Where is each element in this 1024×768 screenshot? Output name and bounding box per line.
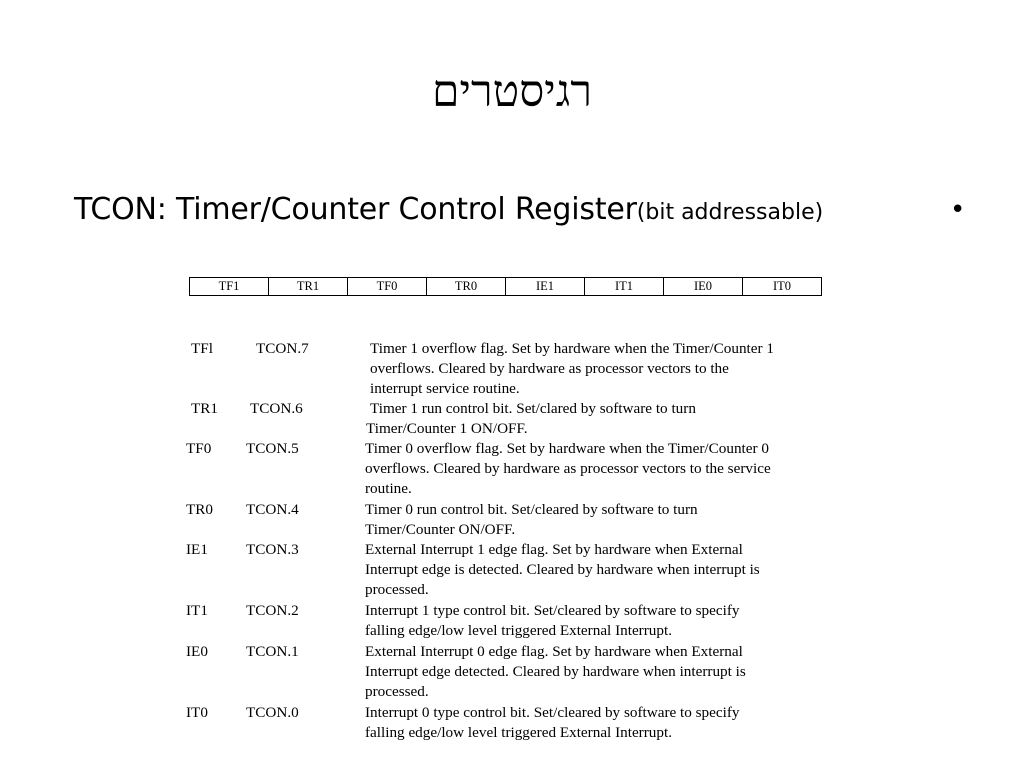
entry-description xyxy=(365,642,746,703)
description-line: processed. xyxy=(365,581,429,599)
entry-description xyxy=(365,500,698,540)
entry-register: TCON.2 xyxy=(246,602,299,619)
entry-name: TF0 xyxy=(186,440,212,457)
description-line: Interrupt edge detected. Cleared by hardware when interrupt is xyxy=(365,663,746,681)
description-line: Timer/Counter ON/OFF. xyxy=(365,521,516,539)
description-line: routine. xyxy=(365,480,412,498)
description-line: falling edge/low level triggered External Interrupt. xyxy=(365,724,673,742)
tcon-bit-table xyxy=(189,277,822,296)
description-line: External Interrupt 1 edge flag. Set by hardware when External xyxy=(365,541,743,558)
entry-register: TCON.7 xyxy=(256,340,309,357)
bit-row xyxy=(190,278,822,296)
description-line: Timer 0 run control bit. Set/cleared by software to turn xyxy=(365,501,698,518)
description-line: interrupt service routine. xyxy=(370,380,520,398)
entry-description xyxy=(365,601,740,641)
bullet-note-text: (bit addressable) xyxy=(636,200,824,225)
description-line: processed. xyxy=(365,683,429,701)
bit-cell: TF1 xyxy=(190,278,269,296)
bullet-main-text: TCON: Timer/Counter Control Register xyxy=(74,192,637,227)
bit-cell: IE0 xyxy=(664,278,743,296)
description-line: Timer 1 run control bit. Set/clared by software to turn xyxy=(370,400,696,417)
entry-description xyxy=(365,703,740,743)
entry-name: TR1 xyxy=(191,400,219,417)
description-line: Interrupt edge is detected. Cleared by hardware when interrupt is xyxy=(365,561,760,579)
entry-name: IE1 xyxy=(186,541,208,558)
description-line: overflows. Cleared by hardware as processor vectors to the service xyxy=(365,460,771,478)
entry-description xyxy=(366,399,696,439)
entry-description xyxy=(365,439,771,500)
bullet-text xyxy=(74,190,823,234)
entry-name: IE0 xyxy=(186,643,208,660)
entry-register: TCON.1 xyxy=(246,643,299,660)
description-line: External Interrupt 0 edge flag. Set by hardware when External xyxy=(365,643,743,660)
bit-cell: IT1 xyxy=(585,278,664,296)
slide-title: רגיסטרים xyxy=(432,66,592,117)
entry-name: IT0 xyxy=(186,704,208,721)
description-line: falling edge/low level triggered External Interrupt. xyxy=(365,622,673,640)
entry-name: TR0 xyxy=(186,501,214,518)
entry-name: TFl xyxy=(191,340,213,357)
description-line: Interrupt 1 type control bit. Set/cleared by software to specify xyxy=(365,602,740,619)
entry-description xyxy=(365,540,760,601)
description-line: Interrupt 0 type control bit. Set/cleared by software to specify xyxy=(365,704,740,721)
entry-register: TCON.3 xyxy=(246,541,299,558)
entry-register: TCON.4 xyxy=(246,501,299,518)
entry-description xyxy=(370,339,774,400)
bit-cell: IT0 xyxy=(743,278,822,296)
bit-cell: TR1 xyxy=(269,278,348,296)
entry-register: TCON.6 xyxy=(250,400,303,417)
bit-cell: IE1 xyxy=(506,278,585,296)
bit-cell: TF0 xyxy=(348,278,427,296)
description-line: overflows. Cleared by hardware as processor vectors to the xyxy=(370,360,729,378)
description-line: Timer 0 overflow flag. Set by hardware when the Timer/Counter 0 xyxy=(365,440,769,457)
bullet-icon: • xyxy=(950,195,966,225)
entry-register: TCON.5 xyxy=(246,440,299,457)
description-line: Timer/Counter 1 ON/OFF. xyxy=(366,420,528,438)
entry-name: IT1 xyxy=(186,602,208,619)
description-line: Timer 1 overflow flag. Set by hardware when the Timer/Counter 1 xyxy=(370,340,774,357)
bit-cell: TR0 xyxy=(427,278,506,296)
entry-register: TCON.0 xyxy=(246,704,299,721)
